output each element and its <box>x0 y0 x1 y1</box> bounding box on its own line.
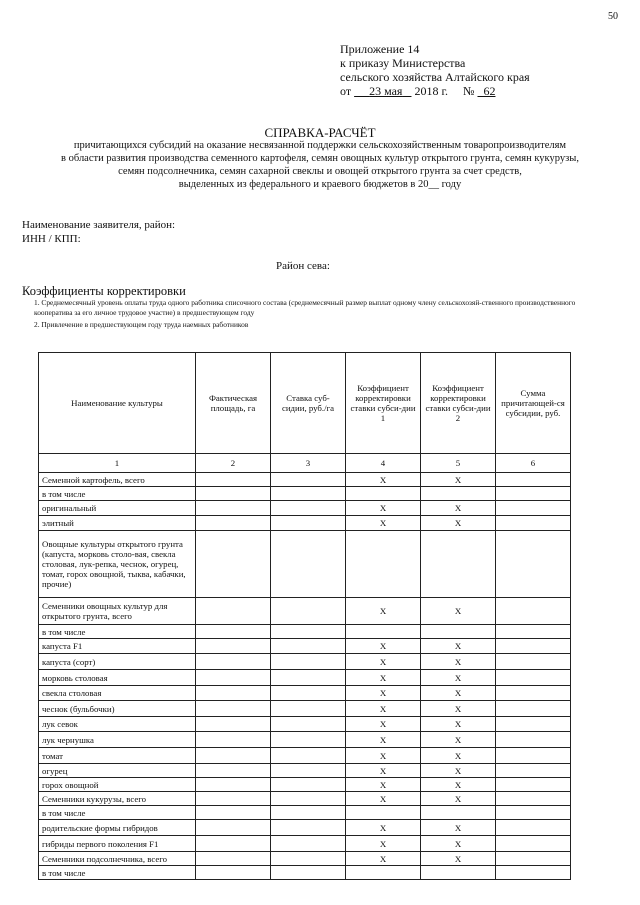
table-row <box>39 836 571 852</box>
table-row <box>39 654 571 670</box>
crop-name-cell: Овощные культуры открытого грунта (капуста, морковь столо-вая, свекла столовая, лук-репка, чеснок, огурец, томат, горох овощной, тыква, кабачки, прочие) <box>39 531 196 598</box>
coefficient-1-cell: X <box>346 686 421 701</box>
coefficients-heading: Коэффициенты корректировки <box>22 284 186 298</box>
coefficient-1-cell: X <box>346 717 421 732</box>
table-row <box>39 764 571 778</box>
subtitle-line: выделенных из федерального и краевого бюджетов в 20__ году <box>178 179 462 190</box>
area-cell <box>196 852 271 866</box>
amount-cell <box>496 836 571 852</box>
crop-name-cell: гибриды первого поколения F1 <box>39 836 196 852</box>
crop-name-cell: элитный <box>39 516 196 531</box>
crop-name-cell: огурец <box>39 764 196 778</box>
rate-cell <box>271 748 346 764</box>
amount-cell <box>496 516 571 531</box>
amount-cell <box>496 625 571 639</box>
coefficient-2-cell: X <box>421 764 496 778</box>
subsidy-table <box>38 352 571 880</box>
rate-cell <box>271 686 346 701</box>
coefficient-1-cell: X <box>346 836 421 852</box>
date-year: 2018 г. <box>414 84 449 98</box>
column-number: 4 <box>346 454 421 473</box>
rate-cell <box>271 701 346 717</box>
area-cell <box>196 473 271 487</box>
amount-cell <box>496 654 571 670</box>
crop-name-cell: капуста F1 <box>39 639 196 654</box>
page-number: 50 <box>608 11 618 22</box>
table-row <box>39 598 571 625</box>
coefficient-1-cell: X <box>346 701 421 717</box>
crop-name-cell: морковь столовая <box>39 670 196 686</box>
rate-cell <box>271 501 346 516</box>
area-cell <box>196 778 271 792</box>
table-row <box>39 820 571 836</box>
coefficient-1-cell: X <box>346 778 421 792</box>
document-title: СПРАВКА-РАСЧЁТ <box>264 125 376 140</box>
header-coefficient-1: Коэффициент корректировки ставки субси-дии 1 <box>346 353 421 454</box>
annex-block <box>340 42 530 98</box>
document-subtitle <box>20 139 620 191</box>
amount-cell <box>496 764 571 778</box>
crop-name-cell: в том числе <box>39 866 196 880</box>
coefficient-1-cell: X <box>346 792 421 806</box>
date-prefix: от <box>340 84 352 98</box>
coefficient-1-cell <box>346 625 421 639</box>
coefficient-1-cell: X <box>346 732 421 748</box>
area-cell <box>196 701 271 717</box>
coefficient-1-cell: X <box>346 764 421 778</box>
annex-line-2: к приказу Министерства <box>340 56 466 70</box>
coefficient-note-2: 2. Привлечение в предшествующем году труда наемных работников <box>34 320 249 329</box>
subtitle-line: в области развития производства семенного картофеля, семян овощных культур открытого грунта, семян кукурузы, <box>61 153 579 164</box>
area-cell <box>196 639 271 654</box>
area-cell <box>196 487 271 501</box>
coefficient-1-cell: X <box>346 516 421 531</box>
coefficient-2-cell <box>421 531 496 598</box>
area-cell <box>196 748 271 764</box>
rate-cell <box>271 516 346 531</box>
amount-cell <box>496 866 571 880</box>
sowing-region-label: Район сева: <box>276 260 330 272</box>
crop-name-cell: лук севок <box>39 717 196 732</box>
area-cell <box>196 531 271 598</box>
annex-line-1: Приложение 14 <box>340 42 420 56</box>
table-row <box>39 516 571 531</box>
crop-name-cell: оригинальный <box>39 501 196 516</box>
area-cell <box>196 501 271 516</box>
header-coefficient-2: Коэффициент корректировки ставки субси-дии 2 <box>421 353 496 454</box>
order-number: 62 <box>483 84 496 98</box>
table-row <box>39 473 571 487</box>
table-header-row <box>39 353 571 454</box>
column-number: 5 <box>421 454 496 473</box>
rate-cell <box>271 852 346 866</box>
coefficient-2-cell: X <box>421 501 496 516</box>
order-number-label: № <box>463 84 475 98</box>
coefficient-2-cell <box>421 806 496 820</box>
header-subsidy-amount: Сумма причитающей-ся субсидии, руб. <box>496 353 571 454</box>
table-row <box>39 701 571 717</box>
rate-cell <box>271 792 346 806</box>
area-cell <box>196 686 271 701</box>
area-cell <box>196 764 271 778</box>
crop-name-cell: чеснок (бульбочки) <box>39 701 196 717</box>
rate-cell <box>271 836 346 852</box>
coefficient-2-cell: X <box>421 748 496 764</box>
coefficient-2-cell: X <box>421 852 496 866</box>
rate-cell <box>271 764 346 778</box>
table-row <box>39 852 571 866</box>
coefficient-1-cell <box>346 806 421 820</box>
annex-date-line <box>340 84 530 98</box>
coefficient-1-cell <box>346 487 421 501</box>
area-cell <box>196 820 271 836</box>
rate-cell <box>271 531 346 598</box>
area-cell <box>196 625 271 639</box>
crop-name-cell: томат <box>39 748 196 764</box>
area-cell <box>196 836 271 852</box>
coefficient-2-cell: X <box>421 820 496 836</box>
table-row <box>39 670 571 686</box>
table-row <box>39 717 571 732</box>
coefficient-1-cell: X <box>346 820 421 836</box>
coefficient-2-cell: X <box>421 836 496 852</box>
amount-cell <box>496 487 571 501</box>
coefficient-note-1: 1. Среднемесячный уровень оплаты труда одного работника списочного состава (среднемесячный размер выплат одному члену сельскохозяй-ственного производственного кооператива за его личное трудовое участие) в предшествующем году <box>34 298 576 317</box>
coefficient-2-cell: X <box>421 778 496 792</box>
amount-cell <box>496 473 571 487</box>
amount-cell <box>496 501 571 516</box>
coefficient-1-cell: X <box>346 654 421 670</box>
crop-name-cell: капуста (сорт) <box>39 654 196 670</box>
crop-name-cell: лук чернушка <box>39 732 196 748</box>
column-number: 2 <box>196 454 271 473</box>
crop-name-cell: горох овощной <box>39 778 196 792</box>
table-row <box>39 866 571 880</box>
rate-cell <box>271 717 346 732</box>
header-subsidy-rate: Ставка суб-сидии, руб./га <box>271 353 346 454</box>
table-row <box>39 639 571 654</box>
amount-cell <box>496 732 571 748</box>
coefficient-2-cell <box>421 866 496 880</box>
table-row <box>39 792 571 806</box>
area-cell <box>196 670 271 686</box>
rate-cell <box>271 778 346 792</box>
coefficient-2-cell: X <box>421 654 496 670</box>
table-row <box>39 732 571 748</box>
subtitle-line: семян подсолнечника, семян сахарной свеклы и овощей открытого грунта за счет средств, <box>118 166 522 177</box>
crop-name-cell: в том числе <box>39 487 196 501</box>
coefficient-1-cell: X <box>346 852 421 866</box>
rate-cell <box>271 625 346 639</box>
area-cell <box>196 598 271 625</box>
area-cell <box>196 732 271 748</box>
coefficient-2-cell: X <box>421 717 496 732</box>
coefficients-notes <box>34 298 594 330</box>
crop-name-cell: Семенники кукурузы, всего <box>39 792 196 806</box>
column-number: 6 <box>496 454 571 473</box>
amount-cell <box>496 639 571 654</box>
amount-cell <box>496 806 571 820</box>
amount-cell <box>496 701 571 717</box>
coefficient-2-cell: X <box>421 732 496 748</box>
header-actual-area: Фактическая площадь, га <box>196 353 271 454</box>
area-cell <box>196 806 271 820</box>
applicant-block <box>22 218 175 246</box>
table-row <box>39 531 571 598</box>
amount-cell <box>496 686 571 701</box>
amount-cell <box>496 852 571 866</box>
coefficient-1-cell: X <box>346 639 421 654</box>
header-crop-name: Наименование культуры <box>39 353 196 454</box>
table-row <box>39 778 571 792</box>
applicant-name-label: Наименование заявителя, район: <box>22 219 176 231</box>
coefficient-2-cell: X <box>421 598 496 625</box>
rate-cell <box>271 866 346 880</box>
rate-cell <box>271 487 346 501</box>
rate-cell <box>271 639 346 654</box>
coefficient-1-cell: X <box>346 748 421 764</box>
crop-name-cell: родительские формы гибридов <box>39 820 196 836</box>
coefficient-2-cell <box>421 625 496 639</box>
table-row <box>39 686 571 701</box>
coefficient-1-cell: X <box>346 473 421 487</box>
crop-name-cell: в том числе <box>39 625 196 639</box>
coefficient-2-cell: X <box>421 516 496 531</box>
amount-cell <box>496 792 571 806</box>
table-row <box>39 501 571 516</box>
subtitle-line: причитающихся субсидий на оказание несвязанной поддержки сельскохозяйственным товаропроизводителям <box>73 140 567 151</box>
area-cell <box>196 654 271 670</box>
table-row <box>39 748 571 764</box>
table-row <box>39 625 571 639</box>
coefficient-2-cell: X <box>421 701 496 717</box>
table-row <box>39 487 571 501</box>
rate-cell <box>271 806 346 820</box>
coefficient-2-cell: X <box>421 639 496 654</box>
rate-cell <box>271 732 346 748</box>
inn-kpp-label: ИНН / КПП: <box>22 233 81 245</box>
coefficient-1-cell: X <box>346 501 421 516</box>
amount-cell <box>496 820 571 836</box>
area-cell <box>196 717 271 732</box>
amount-cell <box>496 778 571 792</box>
coefficient-2-cell: X <box>421 670 496 686</box>
crop-name-cell: в том числе <box>39 806 196 820</box>
crop-name-cell: Семенники овощных культур для открытого грунта, всего <box>39 598 196 625</box>
crop-name-cell: Семенной картофель, всего <box>39 473 196 487</box>
coefficient-2-cell <box>421 487 496 501</box>
column-number: 1 <box>39 454 196 473</box>
rate-cell <box>271 654 346 670</box>
amount-cell <box>496 748 571 764</box>
annex-line-3: сельского хозяйства Алтайского края <box>340 70 530 84</box>
coefficient-2-cell: X <box>421 686 496 701</box>
amount-cell <box>496 717 571 732</box>
coefficient-1-cell: X <box>346 598 421 625</box>
date-day-month: 23 мая <box>369 84 403 98</box>
coefficient-2-cell: X <box>421 792 496 806</box>
area-cell <box>196 866 271 880</box>
amount-cell <box>496 531 571 598</box>
crop-name-cell: Семенники подсолнечника, всего <box>39 852 196 866</box>
table-row <box>39 806 571 820</box>
area-cell <box>196 516 271 531</box>
coefficient-1-cell <box>346 866 421 880</box>
coefficient-1-cell: X <box>346 670 421 686</box>
amount-cell <box>496 670 571 686</box>
column-number-row <box>39 454 571 473</box>
coefficient-2-cell: X <box>421 473 496 487</box>
area-cell <box>196 792 271 806</box>
coefficient-1-cell <box>346 531 421 598</box>
rate-cell <box>271 598 346 625</box>
crop-name-cell: свекла столовая <box>39 686 196 701</box>
rate-cell <box>271 473 346 487</box>
amount-cell <box>496 598 571 625</box>
column-number: 3 <box>271 454 346 473</box>
rate-cell <box>271 670 346 686</box>
rate-cell <box>271 820 346 836</box>
